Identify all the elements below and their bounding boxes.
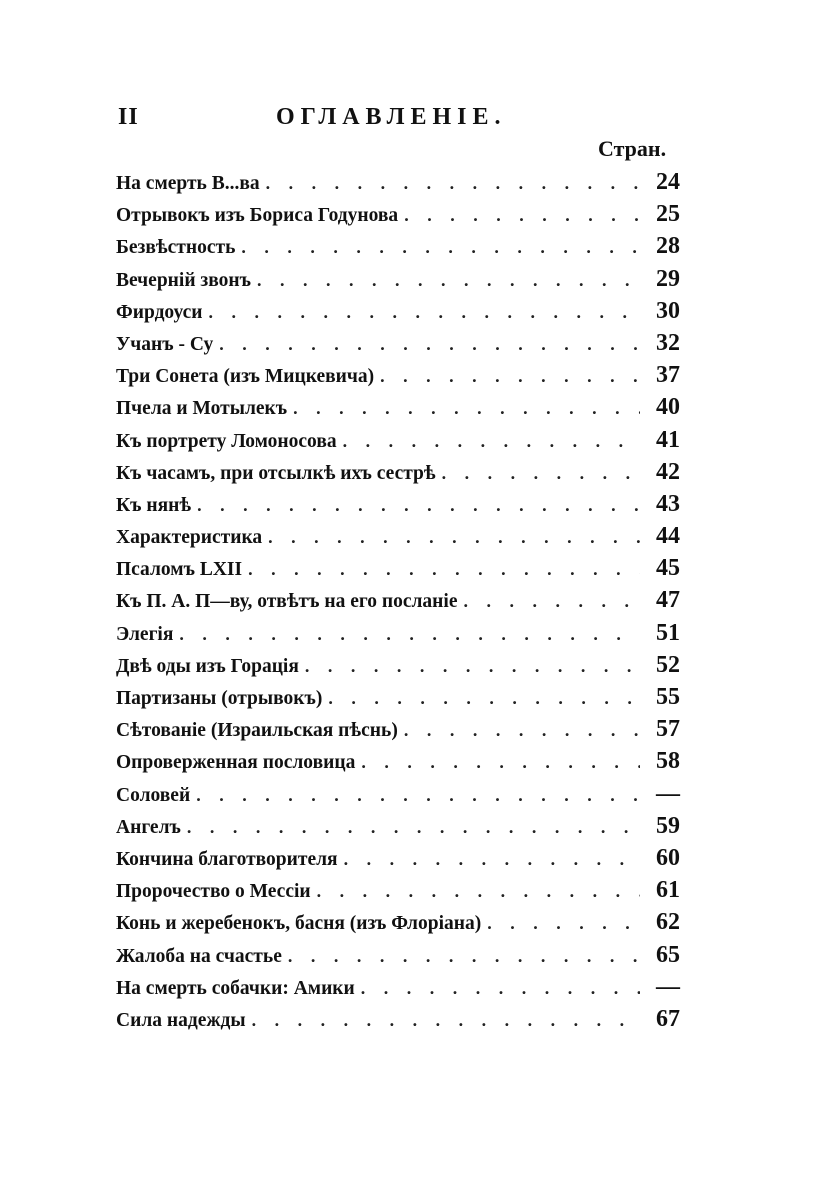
toc-entry-title: Къ часамъ, при отсылкѣ ихъ сестрѣ (116, 462, 436, 484)
toc-entry-page: 40 (656, 394, 680, 421)
dot-leader (288, 940, 640, 972)
dot-leader (266, 167, 640, 199)
toc-entry (116, 198, 680, 230)
dot-leader (252, 1004, 640, 1036)
toc-entry-page: 44 (656, 523, 680, 550)
dot-leader (361, 972, 640, 1004)
toc-entry (116, 971, 680, 1003)
toc-entry (116, 810, 680, 842)
toc-entry-page: 59 (656, 812, 680, 839)
toc-entry (116, 391, 680, 423)
toc-entry-title: Соловей (116, 784, 191, 806)
dot-leader (305, 650, 640, 682)
dot-leader (179, 618, 640, 650)
toc-entry-page: 67 (656, 1005, 680, 1032)
toc-entry-page: 28 (656, 233, 680, 260)
dot-leader (442, 457, 640, 489)
toc-entry-title: Кончина благотворителя (116, 848, 338, 870)
toc-entry-title: Ангелъ (116, 816, 181, 838)
dot-leader (464, 585, 641, 617)
toc-entry-page: 51 (656, 619, 680, 646)
toc-entry-title: Къ П. А. П—ву, отвѣтъ на его посланіе (116, 591, 458, 613)
dot-leader (293, 392, 640, 424)
dot-leader (248, 553, 640, 585)
toc-entry (116, 778, 680, 810)
page-column-header: Стран. (598, 136, 667, 161)
dot-leader (268, 521, 640, 553)
toc-entry (116, 681, 680, 713)
dot-leader (241, 231, 640, 263)
toc-entry (116, 359, 680, 391)
dot-leader (328, 682, 640, 714)
toc-entry-page: 55 (656, 684, 680, 710)
dot-leader (219, 328, 640, 360)
toc-entry-title: Сила надежды (116, 1009, 246, 1031)
dot-leader (317, 875, 640, 907)
toc-entry-title: Учанъ - Су (116, 333, 214, 355)
toc-entry (116, 874, 680, 906)
toc-entry-page: 24 (656, 169, 680, 195)
toc-entry-page: 43 (656, 490, 680, 517)
toc-entry (116, 327, 680, 359)
dot-leader (257, 264, 640, 296)
toc-entry-title: Характеристика (116, 527, 263, 549)
dot-leader (404, 199, 640, 231)
toc-entry (116, 906, 680, 938)
toc-entry (116, 456, 680, 488)
toc-entry (116, 842, 680, 874)
toc-entry (116, 584, 680, 616)
toc-entry-page: 57 (656, 716, 680, 743)
toc-entry-title: Элегія (116, 623, 174, 645)
dot-leader (197, 489, 640, 521)
toc-entry-title: Конь и жеребенокъ, басня (изъ Флоріана) (116, 913, 482, 935)
toc-entry-title: На смерть В...ва (116, 173, 260, 194)
toc-entry (116, 488, 680, 520)
toc-entry (116, 295, 680, 327)
dot-leader (380, 360, 640, 392)
toc-entry-title: Двѣ оды изъ Горація (116, 655, 299, 677)
toc-entry-title: Отрывокъ изъ Бориса Годунова (116, 205, 399, 227)
toc-entry-title: Сѣтованіе (Израильская пѣснь) (116, 720, 398, 742)
toc-entry-page: 25 (656, 201, 680, 228)
toc-entry (116, 939, 680, 971)
page-title: ОГЛАВЛЕНІЕ. (276, 104, 507, 130)
toc-entry-title: Псаломъ LXII (116, 559, 243, 581)
toc-entry (116, 520, 680, 552)
toc-entry (116, 263, 680, 295)
toc-entry-page: 58 (656, 748, 680, 775)
toc-entry-page: 37 (656, 362, 680, 389)
toc-entry-page: 60 (656, 844, 680, 871)
toc-entry-title: Къ нянѣ (116, 494, 192, 516)
toc-entry (116, 166, 680, 198)
toc-entry-title: Вечерній звонъ (116, 269, 252, 291)
toc-entry (116, 424, 680, 456)
toc-entry-page: 61 (656, 877, 680, 904)
toc-entry-title: Пчела и Мотылекъ (116, 398, 288, 420)
dot-leader (487, 907, 640, 939)
toc-entry-page: 42 (656, 458, 680, 485)
toc-entry (116, 649, 680, 681)
toc-entry-page: 45 (656, 555, 680, 582)
dot-leader (208, 296, 640, 328)
dot-leader (361, 746, 640, 778)
toc-entry-page: — (656, 973, 680, 1000)
toc-entry-page: 32 (656, 329, 680, 356)
toc-entry-title: Къ портрету Ломоносова (116, 430, 337, 452)
toc-entry-page: 62 (656, 909, 680, 936)
toc-entry-title: Пророчество о Мессіи (116, 881, 311, 903)
dot-leader (404, 714, 640, 746)
dot-leader (343, 425, 640, 457)
toc-entry-title: Жалоба на счастье (116, 945, 282, 967)
toc-entry-page: 30 (656, 297, 680, 324)
toc-entry-page: 41 (656, 426, 680, 453)
toc-entry (116, 617, 680, 649)
dot-leader (344, 843, 640, 875)
toc-entry-title: На смерть собачки: Амики (116, 977, 355, 999)
toc-entry-page: 29 (656, 265, 680, 292)
toc-entry-page: 47 (656, 587, 680, 614)
dot-leader (187, 811, 640, 843)
toc-entry (116, 230, 680, 262)
toc-entry-page: — (656, 780, 680, 807)
toc-entry-title: Фирдоуси (116, 301, 203, 323)
toc-entry (116, 713, 680, 745)
page-number: II (118, 104, 139, 130)
toc-entry-title: Три Сонета (изъ Мицкевича) (116, 366, 375, 388)
toc-entry (116, 1003, 680, 1035)
toc-entry-page: 65 (656, 941, 680, 968)
toc-entry-title: Партизаны (отрывокъ) (116, 688, 323, 709)
toc-entry-title: Опроверженная пословица (116, 752, 356, 774)
dot-leader (196, 779, 640, 811)
toc-entry-title: Безвѣстность (116, 237, 236, 259)
toc-entry-page: 52 (656, 651, 680, 678)
toc-entry (116, 745, 680, 777)
table-of-contents (116, 166, 680, 1035)
toc-entry (116, 552, 680, 584)
